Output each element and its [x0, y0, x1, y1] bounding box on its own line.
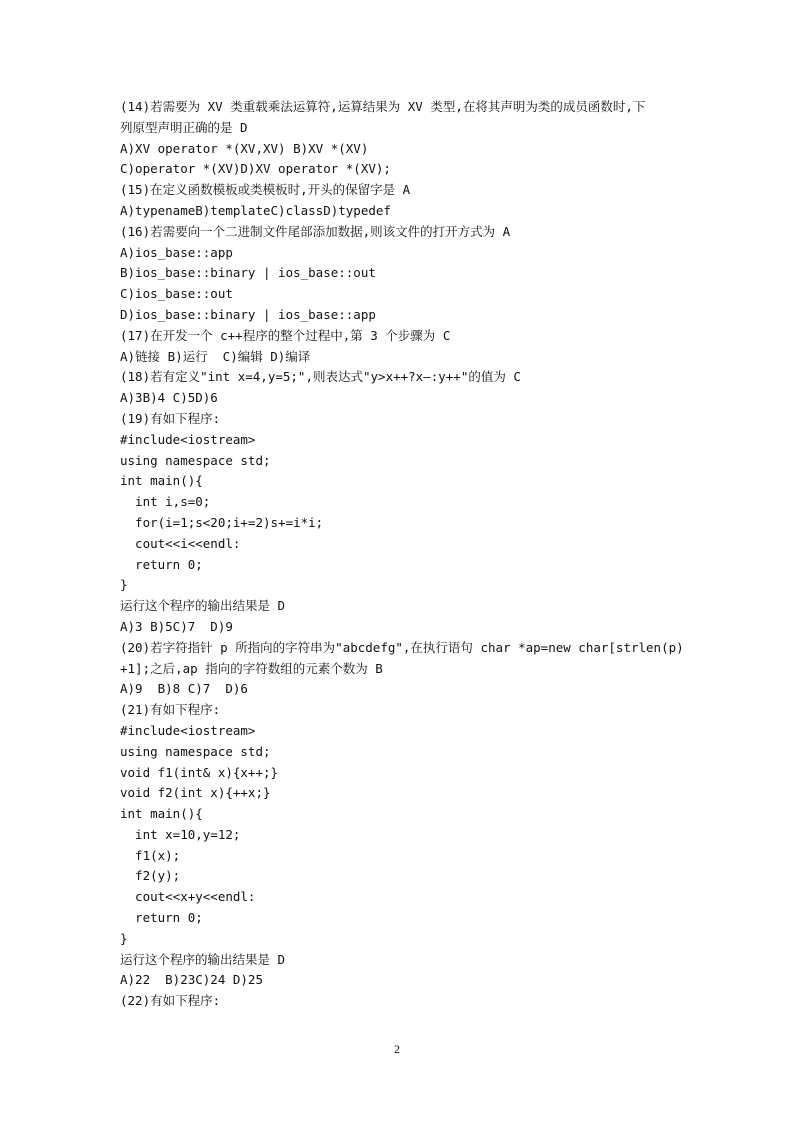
text-line: C)ios_base::out — [120, 286, 233, 302]
text-line: D)ios_base::binary | ios_base::app — [120, 306, 376, 322]
text-line: (21)有如下程序: — [120, 702, 221, 718]
text-line: A)ios_base::app — [120, 244, 233, 260]
text-line: cout<<x+y<<endl: — [120, 889, 256, 905]
text-line: f2(y); — [120, 868, 181, 884]
text-line: 运行这个程序的输出结果是 D — [120, 598, 286, 614]
text-line: 列原型声明正确的是 D — [120, 119, 248, 135]
text-line: } — [120, 930, 128, 946]
text-line: #include<iostream> — [120, 722, 256, 738]
document-body — [120, 97, 684, 1012]
text-line: return 0; — [120, 910, 203, 926]
text-line: int x=10,y=12; — [120, 826, 241, 842]
text-line: (22)有如下程序: — [120, 993, 221, 1009]
text-line: A)3 B)5C)7 D)9 — [120, 618, 233, 634]
text-line: int main(){ — [120, 806, 203, 822]
text-line: A)9 B)8 C)7 D)6 — [120, 681, 248, 697]
text-line: } — [120, 577, 128, 593]
text-line: using namespace std; — [120, 452, 271, 468]
text-line: int i,s=0; — [120, 494, 211, 510]
text-line: (15)在定义函数模板或类模板时,开头的保留字是 A — [120, 182, 411, 198]
text-line: cout<<i<<endl: — [120, 535, 241, 551]
text-line: #include<iostream> — [120, 431, 256, 447]
text-line: return 0; — [120, 556, 203, 572]
text-line: A)XV operator *(XV,XV) B)XV *(XV) — [120, 140, 369, 156]
text-line: 运行这个程序的输出结果是 D — [120, 951, 286, 967]
text-line: (18)若有定义"int x=4,y=5;",则表达式"y>x++?x—:y++"的值为 C — [120, 369, 521, 385]
text-line: (14)若需要为 XV 类重载乘法运算符,运算结果为 XV 类型,在将其声明为类的成员函数时,下 — [120, 99, 646, 114]
text-line: A)3B)4 C)5D)6 — [120, 390, 218, 406]
text-line: (19)有如下程序: — [120, 410, 221, 426]
text-line: f1(x); — [120, 847, 181, 863]
text-line: using namespace std; — [120, 743, 271, 759]
text-line: (17)在开发一个 c++程序的整个过程中,第 3 个步骤为 C — [120, 327, 451, 343]
text-line: C)operator *(XV)D)XV operator *(XV); — [120, 161, 391, 177]
text-line: A)22 B)23C)24 D)25 — [120, 972, 263, 988]
text-line: (20)若字符指针 p 所指向的字符串为"abcdefg",在执行语句 char *ap=new char[strlen(p) — [120, 639, 684, 655]
page-number: 2 — [394, 1042, 400, 1056]
text-line: for(i=1;s<20;i+=2)s+=i*i; — [120, 514, 324, 530]
text-line: int main(){ — [120, 473, 203, 489]
text-line: (16)若需要向一个二进制文件尾部添加数据,则该文件的打开方式为 A — [120, 223, 511, 239]
text-line: A)typenameB)templateC)classD)typedef — [120, 202, 391, 218]
text-line: B)ios_base::binary | ios_base::out — [120, 265, 376, 281]
text-line: A)链接 B)运行 C)编辑 D)编译 — [120, 348, 311, 364]
text-line: void f2(int x){++x;} — [120, 785, 271, 801]
text-line: void f1(int& x){x++;} — [120, 764, 279, 780]
text-line: +1];之后,ap 指向的字符数组的元素个数为 B — [120, 660, 383, 676]
